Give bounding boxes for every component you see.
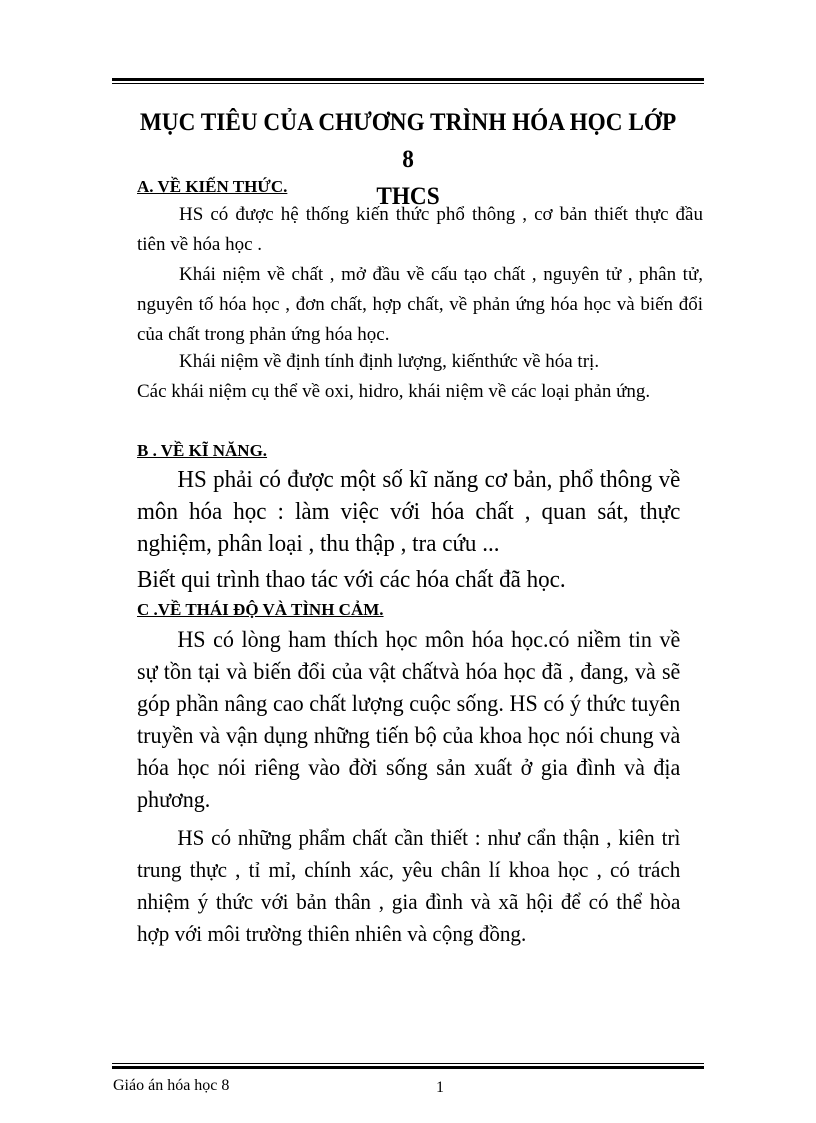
section-b-paragraph-1: HS phải có được một số kĩ năng cơ bản, phổ thông về môn hóa học : làm việc với hóa chất , quan sát, thực nghiệm, phân loại , thu thập , tra cứu ... xyxy=(137,467,681,557)
section-c-paragraph-1: HS có lòng ham thích học môn hóa học.có niềm tin về sự tồn tại và biến đổi của vật chấtvà hóa học đã , đang, và sẽ góp phần nâng cao chất lượng cuộc sống. HS có ý thức tuyên truyền và vận dụng những tiến bộ của khoa học nói chung và hóa học nói riêng vào đời sống sản xuất ở gia đình và địa phương. xyxy=(137,627,681,812)
title-line-2: THCS xyxy=(376,183,440,210)
section-a-paragraph-1: HS có được hệ thống kiến thức phổ thông , cơ bản thiết thực đầu tiên về hóa học . xyxy=(137,204,703,255)
section-a-paragraph-4: Các khái niệm cụ thể về oxi, hidro, khái niệm về các loại phản ứng. xyxy=(137,381,651,402)
section-a-paragraph-2: Khái niệm về chất , mở đầu về cấu tạo chất , nguyên tử , phân tử, nguyên tố hóa học , đơn chất, hợp chất, về phản ứng hóa học và biến đổi của chất trong phản ứng hóa học. xyxy=(137,264,703,345)
page-title xyxy=(133,104,684,215)
section-b-heading: B . VỀ KĨ NĂNG. xyxy=(137,441,268,460)
header-rule xyxy=(112,78,704,84)
page-number: 1 xyxy=(436,1079,444,1096)
title-line-1: MỤC TIÊU CỦA CHƯƠNG TRÌNH HÓA HỌC LỚP 8 xyxy=(139,109,677,173)
section-b-paragraph-2: Biết qui trình thao tác với các hóa chất đã học. xyxy=(137,567,566,593)
section-a-heading: A. VỀ KIẾN THỨC. xyxy=(137,177,288,196)
section-c-heading: C .VỀ THÁI ĐỘ VÀ TÌNH CẢM. xyxy=(137,600,384,619)
footer-document-title: Giáo án hóa học 8 xyxy=(113,1077,230,1094)
footer-rule xyxy=(112,1063,704,1069)
section-c-paragraph-2: HS có những phẩm chất cần thiết : như cẩn thận , kiên trì trung thực , tỉ mỉ, chính xác, yêu chân lí khoa học , có trách nhiệm ý thức với bản thân , gia đình và xã hội để có thể hòa hợp với môi trường thiên nhiên và cộng đồng. xyxy=(137,825,681,946)
section-a-paragraph-3: Khái niệm về định tính định lượng, kiếnthức về hóa trị. xyxy=(179,351,600,372)
